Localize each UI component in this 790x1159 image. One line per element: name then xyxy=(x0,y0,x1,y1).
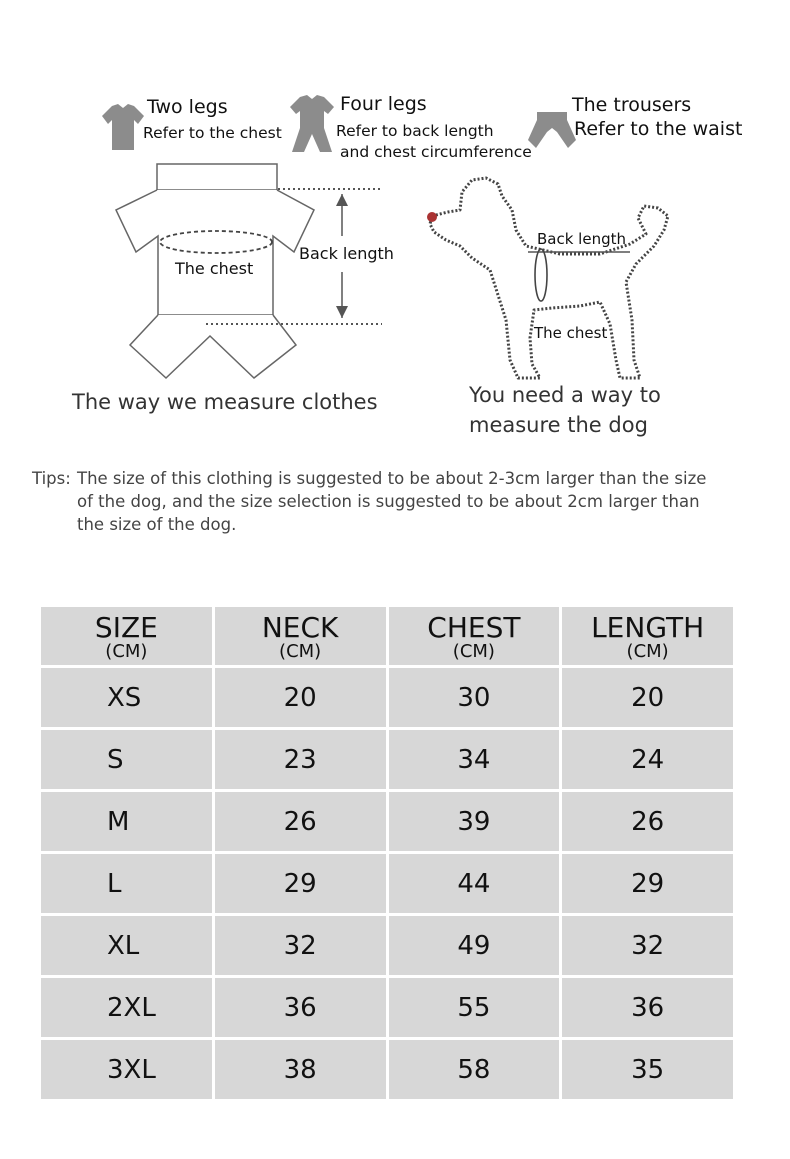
two-legs-subtitle: Refer to the chest xyxy=(143,124,282,142)
size-cell: M xyxy=(41,792,212,851)
trousers-title: The trousers xyxy=(572,94,692,116)
dog-back-length-label: Back length xyxy=(537,230,626,248)
four-legs-subtitle-1: Refer to back length xyxy=(336,122,494,140)
header-size-unit: (CM) xyxy=(105,641,148,662)
table-row xyxy=(41,916,733,975)
tips-line-3: the size of the dog. xyxy=(77,515,237,534)
chest-cell: 55 xyxy=(389,978,560,1037)
dog-caption-line-2: measure the dog xyxy=(469,413,648,437)
tips-line-1: The size of this clothing is suggested to be about 2-3cm larger than the size xyxy=(77,469,707,488)
length-cell: 36 xyxy=(562,978,733,1037)
chest-cell: 30 xyxy=(389,668,560,727)
header-length xyxy=(562,607,733,665)
length-cell: 35 xyxy=(562,1040,733,1099)
neck-cell: 26 xyxy=(215,792,386,851)
length-cell: 24 xyxy=(562,730,733,789)
chest-cell: 44 xyxy=(389,854,560,913)
dog-chest-label: The chest xyxy=(534,324,608,342)
clothes-outline-diagram xyxy=(110,160,400,382)
header-size xyxy=(41,607,212,665)
dog-outline-diagram xyxy=(420,170,690,385)
chest-cell: 34 xyxy=(389,730,560,789)
tips-prefix: Tips: xyxy=(32,469,71,488)
header-chest-unit: (CM) xyxy=(452,641,495,662)
two-legs-shirt-icon xyxy=(98,102,148,152)
table-row xyxy=(41,854,733,913)
header-chest-label: CHEST xyxy=(427,611,521,644)
trousers-subtitle: Refer to the waist xyxy=(574,118,743,140)
tips-line-2: of the dog, and the size selection is suggested to be about 2cm larger than xyxy=(77,492,700,511)
length-cell: 20 xyxy=(562,668,733,727)
header-length-label: LENGTH xyxy=(591,611,705,644)
four-legs-title: Four legs xyxy=(340,93,427,115)
table-row xyxy=(41,668,733,727)
table-row xyxy=(41,792,733,851)
header-length-unit: (CM) xyxy=(626,641,669,662)
clothes-back-length-label: Back length xyxy=(299,244,394,263)
table-row xyxy=(41,978,733,1037)
length-cell: 26 xyxy=(562,792,733,851)
dog-caption-line-1: You need a way to xyxy=(469,383,661,407)
header-size-label: SIZE xyxy=(94,611,158,644)
length-cell: 29 xyxy=(562,854,733,913)
chest-cell: 39 xyxy=(389,792,560,851)
table-row xyxy=(41,730,733,789)
clothes-chest-label: The chest xyxy=(175,259,254,278)
table-row xyxy=(41,1040,733,1099)
chest-cell: 58 xyxy=(389,1040,560,1099)
clothes-caption: The way we measure clothes xyxy=(72,390,378,414)
neck-cell: 32 xyxy=(215,916,386,975)
size-cell: XS xyxy=(41,668,212,727)
neck-cell: 20 xyxy=(215,668,386,727)
four-legs-subtitle-2: and chest circumference xyxy=(340,143,532,161)
header-neck-unit: (CM) xyxy=(279,641,322,662)
trousers-icon xyxy=(527,110,577,150)
size-cell: 2XL xyxy=(41,978,212,1037)
size-cell: XL xyxy=(41,916,212,975)
four-legs-suit-icon xyxy=(288,94,336,156)
neck-cell: 38 xyxy=(215,1040,386,1099)
size-cell: L xyxy=(41,854,212,913)
header-neck-label: NECK xyxy=(261,611,339,644)
neck-cell: 36 xyxy=(215,978,386,1037)
size-cell: S xyxy=(41,730,212,789)
chest-cell: 49 xyxy=(389,916,560,975)
size-chart-table xyxy=(38,604,736,1102)
header-chest xyxy=(389,607,560,665)
neck-cell: 23 xyxy=(215,730,386,789)
table-header-row xyxy=(41,607,733,665)
neck-cell: 29 xyxy=(215,854,386,913)
size-cell: 3XL xyxy=(41,1040,212,1099)
two-legs-title: Two legs xyxy=(147,96,228,118)
length-cell: 32 xyxy=(562,916,733,975)
header-neck xyxy=(215,607,386,665)
